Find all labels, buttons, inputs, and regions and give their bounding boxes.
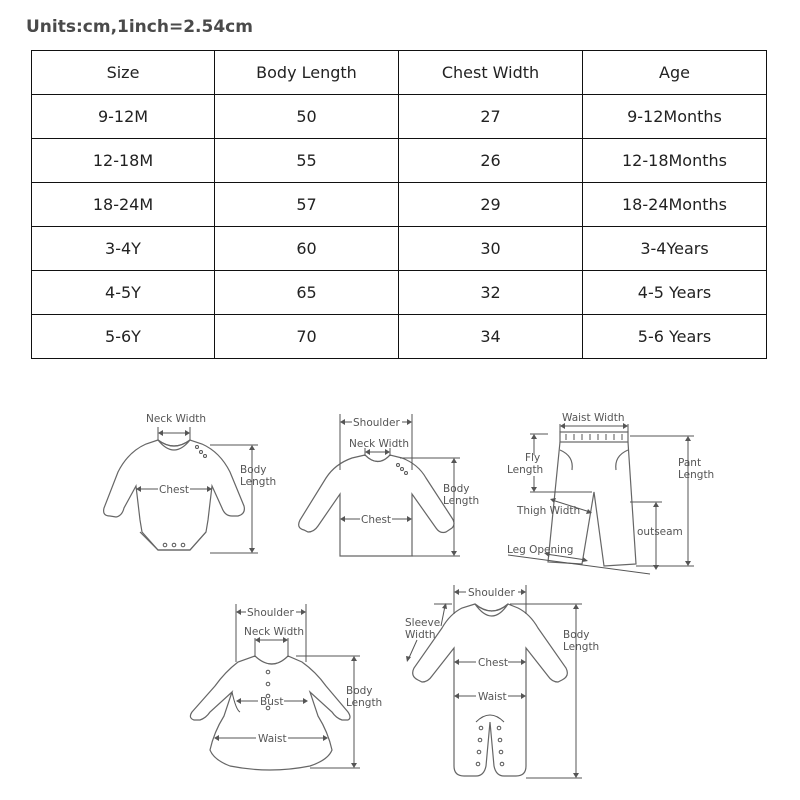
neck-width-label: Neck Width: [146, 413, 207, 425]
table-cell: 9-12M: [32, 95, 215, 139]
header-cell: Chest Width: [399, 51, 583, 95]
dress-diagram: [190, 604, 382, 770]
waist-label: Waist: [258, 733, 287, 745]
bodysuit-diagram: [104, 413, 277, 553]
neck-width-label: Neck Width: [349, 438, 410, 450]
header-cell: Body Length: [215, 51, 399, 95]
table-cell: 27: [399, 95, 583, 139]
table-cell: 57: [215, 183, 399, 227]
table-cell: 34: [399, 315, 583, 359]
shoulder-label: Shoulder: [468, 587, 515, 599]
sleeve-width-label: Sleeve: [405, 617, 441, 629]
chest-label: Chest: [478, 657, 509, 669]
body-length-label: Length: [563, 641, 600, 653]
units-note: Units:cm,1inch=2.54cm: [26, 17, 253, 37]
chest-label: Chest: [361, 514, 392, 526]
table-cell: 5-6Y: [32, 315, 215, 359]
table-cell: 26: [399, 139, 583, 183]
table-cell: 5-6 Years: [583, 315, 767, 359]
table-cell: 4-5Y: [32, 271, 215, 315]
shirt-diagram: [299, 414, 480, 556]
pants-diagram: [507, 412, 714, 574]
table-cell: 50: [215, 95, 399, 139]
header-cell: Age: [583, 51, 767, 95]
table-cell: 18-24Months: [583, 183, 767, 227]
body-length-label: Body: [563, 629, 590, 641]
header-cell: Size: [32, 51, 215, 95]
table-cell: 3-4Y: [32, 227, 215, 271]
table-cell: 70: [215, 315, 399, 359]
bust-label: Bust: [260, 696, 284, 708]
shoulder-label: Shoulder: [247, 607, 294, 619]
table-cell: 18-24M: [32, 183, 215, 227]
thigh-width-label: Thigh Width: [517, 505, 581, 517]
table-cell: 32: [399, 271, 583, 315]
romper-diagram: [405, 585, 599, 778]
table-cell: 4-5 Years: [583, 271, 767, 315]
shoulder-label: Shoulder: [353, 417, 400, 429]
body-length-label: Body: [443, 483, 470, 495]
body-length-label: Length: [346, 697, 383, 709]
table-cell: 60: [215, 227, 399, 271]
table-cell: 29: [399, 183, 583, 227]
table-cell: 9-12Months: [583, 95, 767, 139]
body-length-label: Length: [443, 495, 480, 507]
body-length-label: Body: [346, 685, 373, 697]
neck-width-label: Neck Width: [244, 626, 305, 638]
waist-label: Waist: [478, 691, 507, 703]
pant-length-label: Length: [678, 469, 715, 481]
waist-width-label: Waist Width: [562, 412, 625, 424]
chest-label: Chest: [159, 484, 190, 496]
table-cell: 65: [215, 271, 399, 315]
table-cell: 3-4Years: [583, 227, 767, 271]
sleeve-width-label: Width: [405, 629, 436, 641]
fly-length-label: Length: [507, 464, 544, 476]
fly-length-label: Fly: [525, 452, 541, 464]
table-cell: 30: [399, 227, 583, 271]
leg-opening-label: Leg Opening: [507, 544, 574, 556]
table-cell: 12-18Months: [583, 139, 767, 183]
body-length-label: Length: [240, 476, 277, 488]
table-cell: 55: [215, 139, 399, 183]
body-length-label: Body: [240, 464, 267, 476]
pant-length-label: Pant: [678, 457, 702, 469]
outseam-label: outseam: [637, 526, 683, 538]
table-cell: 12-18M: [32, 139, 215, 183]
